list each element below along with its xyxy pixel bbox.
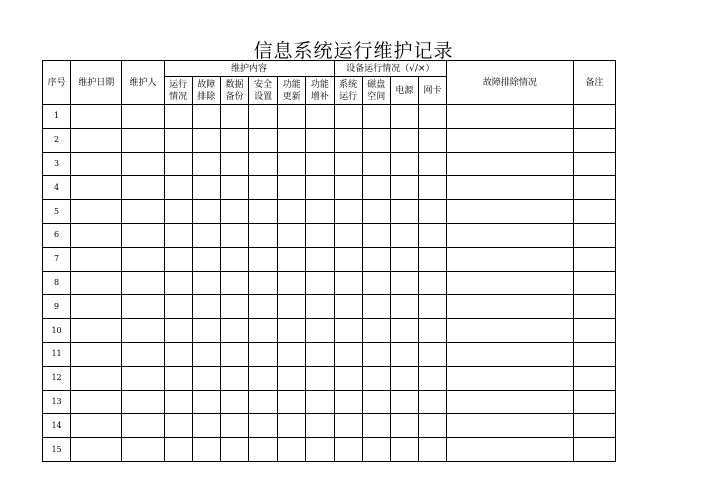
entry-cell[interactable] [164, 271, 192, 295]
entry-cell[interactable] [447, 366, 574, 390]
entry-cell[interactable] [390, 105, 418, 129]
entry-cell[interactable] [573, 128, 615, 152]
entry-cell[interactable] [278, 223, 306, 247]
table-row [43, 342, 616, 366]
entry-cell[interactable] [390, 366, 418, 390]
entry-cell[interactable] [390, 414, 418, 438]
entry-cell[interactable] [164, 414, 192, 438]
entry-cell[interactable] [334, 438, 362, 462]
entry-cell[interactable] [71, 414, 122, 438]
entry-cell[interactable] [418, 414, 446, 438]
entry-cell[interactable] [447, 176, 574, 200]
entry-cell[interactable] [71, 366, 122, 390]
row-number: 2 [43, 128, 71, 152]
row-number: 13 [43, 390, 71, 414]
entry-cell[interactable] [418, 247, 446, 271]
entry-cell[interactable] [164, 176, 192, 200]
entry-cell[interactable] [573, 223, 615, 247]
entry-cell[interactable] [220, 176, 248, 200]
entry-cell[interactable] [192, 366, 220, 390]
row-number: 15 [43, 438, 71, 462]
entry-cell[interactable] [71, 390, 122, 414]
entry-cell[interactable] [249, 319, 278, 343]
entry-cell[interactable] [306, 295, 334, 319]
entry-cell[interactable] [164, 366, 192, 390]
entry-cell[interactable] [362, 152, 390, 176]
entry-cell[interactable] [278, 176, 306, 200]
entry-cell[interactable] [447, 200, 574, 224]
entry-cell[interactable] [362, 200, 390, 224]
table-row [43, 390, 616, 414]
entry-cell[interactable] [278, 247, 306, 271]
entry-cell[interactable] [278, 390, 306, 414]
entry-cell[interactable] [71, 342, 122, 366]
entry-cell[interactable] [192, 271, 220, 295]
entry-cell[interactable] [164, 223, 192, 247]
entry-cell[interactable] [164, 152, 192, 176]
entry-cell[interactable] [220, 390, 248, 414]
entry-cell[interactable] [164, 128, 192, 152]
entry-cell[interactable] [249, 152, 278, 176]
table-row [43, 295, 616, 319]
entry-cell[interactable] [362, 342, 390, 366]
entry-cell[interactable] [447, 247, 574, 271]
entry-cell[interactable] [192, 152, 220, 176]
entry-cell[interactable] [334, 223, 362, 247]
row-number: 10 [43, 319, 71, 343]
header-remark: 备注 [573, 61, 615, 105]
entry-cell[interactable] [306, 271, 334, 295]
entry-cell[interactable] [249, 176, 278, 200]
entry-cell[interactable] [573, 414, 615, 438]
entry-cell[interactable] [71, 152, 122, 176]
entry-cell[interactable] [71, 176, 122, 200]
entry-cell[interactable] [362, 414, 390, 438]
table-row [43, 152, 616, 176]
entry-cell[interactable] [447, 105, 574, 129]
entry-cell[interactable] [306, 366, 334, 390]
table-row [43, 438, 616, 462]
log-body [43, 105, 616, 462]
entry-cell[interactable] [278, 366, 306, 390]
entry-cell[interactable] [164, 390, 192, 414]
entry-cell[interactable] [418, 128, 446, 152]
entry-cell[interactable] [334, 295, 362, 319]
entry-cell[interactable] [447, 414, 574, 438]
header-system-run: 系统 运行 [334, 77, 362, 105]
entry-cell[interactable] [164, 438, 192, 462]
entry-cell[interactable] [220, 105, 248, 129]
entry-cell[interactable] [122, 366, 164, 390]
entry-cell[interactable] [278, 200, 306, 224]
entry-cell[interactable] [192, 295, 220, 319]
entry-cell[interactable] [164, 342, 192, 366]
entry-cell[interactable] [306, 105, 334, 129]
entry-cell[interactable] [306, 390, 334, 414]
entry-cell[interactable] [122, 342, 164, 366]
entry-cell[interactable] [573, 271, 615, 295]
row-number: 6 [43, 223, 71, 247]
entry-cell[interactable] [306, 176, 334, 200]
entry-cell[interactable] [192, 105, 220, 129]
entry-cell[interactable] [122, 152, 164, 176]
entry-cell[interactable] [220, 128, 248, 152]
entry-cell[interactable] [447, 390, 574, 414]
entry-cell[interactable] [164, 247, 192, 271]
entry-cell[interactable] [306, 223, 334, 247]
entry-cell[interactable] [390, 271, 418, 295]
entry-cell[interactable] [220, 414, 248, 438]
entry-cell[interactable] [71, 247, 122, 271]
entry-cell[interactable] [192, 176, 220, 200]
entry-cell[interactable] [418, 105, 446, 129]
entry-cell[interactable] [249, 105, 278, 129]
entry-cell[interactable] [362, 295, 390, 319]
entry-cell[interactable] [418, 319, 446, 343]
entry-cell[interactable] [71, 105, 122, 129]
entry-cell[interactable] [220, 152, 248, 176]
entry-cell[interactable] [306, 438, 334, 462]
entry-cell[interactable] [122, 319, 164, 343]
entry-cell[interactable] [192, 342, 220, 366]
entry-cell[interactable] [362, 271, 390, 295]
entry-cell[interactable] [249, 414, 278, 438]
entry-cell[interactable] [278, 128, 306, 152]
entry-cell[interactable] [306, 247, 334, 271]
header-run-status: 运行 情况 [164, 77, 192, 105]
entry-cell[interactable] [418, 366, 446, 390]
entry-cell[interactable] [447, 295, 574, 319]
header-power: 电源 [390, 77, 418, 105]
entry-cell[interactable] [306, 200, 334, 224]
header-fault-removal: 故障 排除 [192, 77, 220, 105]
entry-cell[interactable] [122, 271, 164, 295]
header-fault-handling: 故障排除情况 [447, 61, 574, 105]
row-number: 12 [43, 366, 71, 390]
header-security-settings: 安全 设置 [249, 77, 278, 105]
entry-cell[interactable] [164, 200, 192, 224]
entry-cell[interactable] [418, 438, 446, 462]
entry-cell[interactable] [447, 319, 574, 343]
entry-cell[interactable] [71, 438, 122, 462]
entry-cell[interactable] [71, 223, 122, 247]
table-row [43, 414, 616, 438]
entry-cell[interactable] [390, 342, 418, 366]
entry-cell[interactable] [418, 200, 446, 224]
entry-cell[interactable] [249, 366, 278, 390]
entry-cell[interactable] [362, 247, 390, 271]
entry-cell[interactable] [122, 200, 164, 224]
entry-cell[interactable] [362, 319, 390, 343]
entry-cell[interactable] [418, 152, 446, 176]
entry-cell[interactable] [278, 295, 306, 319]
entry-cell[interactable] [122, 223, 164, 247]
header-feature-addition: 功能 增补 [306, 77, 334, 105]
entry-cell[interactable] [334, 319, 362, 343]
entry-cell[interactable] [573, 295, 615, 319]
entry-cell[interactable] [447, 223, 574, 247]
entry-cell[interactable] [334, 128, 362, 152]
entry-cell[interactable] [573, 438, 615, 462]
entry-cell[interactable] [390, 223, 418, 247]
entry-cell[interactable] [192, 128, 220, 152]
entry-cell[interactable] [362, 128, 390, 152]
entry-cell[interactable] [192, 223, 220, 247]
entry-cell[interactable] [249, 200, 278, 224]
entry-cell[interactable] [306, 342, 334, 366]
entry-cell[interactable] [249, 295, 278, 319]
entry-cell[interactable] [390, 200, 418, 224]
entry-cell[interactable] [334, 152, 362, 176]
entry-cell[interactable] [334, 176, 362, 200]
entry-cell[interactable] [306, 414, 334, 438]
header-disk-space: 磁盘 空间 [362, 77, 390, 105]
header-maintenance-date: 维护日期 [71, 61, 122, 105]
entry-cell[interactable] [362, 223, 390, 247]
entry-cell[interactable] [164, 319, 192, 343]
row-number: 4 [43, 176, 71, 200]
entry-cell[interactable] [220, 319, 248, 343]
entry-cell[interactable] [164, 295, 192, 319]
entry-cell[interactable] [249, 390, 278, 414]
entry-cell[interactable] [418, 223, 446, 247]
entry-cell[interactable] [249, 247, 278, 271]
page-title: 信息系统运行维护记录 [253, 40, 454, 62]
entry-cell[interactable] [192, 414, 220, 438]
entry-cell[interactable] [220, 271, 248, 295]
entry-cell[interactable] [390, 319, 418, 343]
entry-cell[interactable] [334, 414, 362, 438]
row-number: 1 [43, 105, 71, 129]
entry-cell[interactable] [334, 271, 362, 295]
table-row [43, 271, 616, 295]
entry-cell[interactable] [334, 390, 362, 414]
entry-cell[interactable] [362, 105, 390, 129]
table-row [43, 366, 616, 390]
entry-cell[interactable] [573, 319, 615, 343]
entry-cell[interactable] [390, 176, 418, 200]
entry-cell[interactable] [249, 342, 278, 366]
entry-cell[interactable] [122, 414, 164, 438]
table-row [43, 247, 616, 271]
entry-cell[interactable] [220, 438, 248, 462]
entry-cell[interactable] [220, 295, 248, 319]
row-number: 9 [43, 295, 71, 319]
entry-cell[interactable] [164, 105, 192, 129]
entry-cell[interactable] [362, 390, 390, 414]
table-row [43, 200, 616, 224]
entry-cell[interactable] [390, 390, 418, 414]
entry-cell[interactable] [122, 176, 164, 200]
table-row [43, 223, 616, 247]
entry-cell[interactable] [362, 366, 390, 390]
entry-cell[interactable] [362, 438, 390, 462]
entry-cell[interactable] [334, 105, 362, 129]
entry-cell[interactable] [71, 319, 122, 343]
entry-cell[interactable] [122, 128, 164, 152]
entry-cell[interactable] [278, 271, 306, 295]
row-number: 14 [43, 414, 71, 438]
entry-cell[interactable] [192, 438, 220, 462]
row-number: 3 [43, 152, 71, 176]
entry-cell[interactable] [573, 176, 615, 200]
entry-cell[interactable] [249, 223, 278, 247]
table-row [43, 105, 616, 129]
row-number: 11 [43, 342, 71, 366]
entry-cell[interactable] [220, 200, 248, 224]
entry-cell[interactable] [573, 390, 615, 414]
entry-cell[interactable] [334, 366, 362, 390]
entry-cell[interactable] [418, 295, 446, 319]
table-row [43, 176, 616, 200]
entry-cell[interactable] [418, 342, 446, 366]
entry-cell[interactable] [278, 105, 306, 129]
entry-cell[interactable] [334, 200, 362, 224]
entry-cell[interactable] [334, 247, 362, 271]
entry-cell[interactable] [334, 342, 362, 366]
entry-cell[interactable] [306, 319, 334, 343]
entry-cell[interactable] [573, 247, 615, 271]
entry-cell[interactable] [306, 152, 334, 176]
entry-cell[interactable] [192, 247, 220, 271]
entry-cell[interactable] [220, 247, 248, 271]
maintenance-log-table [42, 60, 616, 462]
entry-cell[interactable] [573, 342, 615, 366]
entry-cell[interactable] [249, 271, 278, 295]
entry-cell[interactable] [390, 295, 418, 319]
entry-cell[interactable] [447, 271, 574, 295]
entry-cell[interactable] [122, 390, 164, 414]
table-row [43, 128, 616, 152]
entry-cell[interactable] [306, 128, 334, 152]
entry-cell[interactable] [390, 152, 418, 176]
entry-cell[interactable] [122, 295, 164, 319]
entry-cell[interactable] [390, 128, 418, 152]
entry-cell[interactable] [220, 342, 248, 366]
entry-cell[interactable] [418, 390, 446, 414]
entry-cell[interactable] [390, 247, 418, 271]
entry-cell[interactable] [447, 342, 574, 366]
entry-cell[interactable] [71, 200, 122, 224]
entry-cell[interactable] [220, 366, 248, 390]
header-feature-update: 功能 更新 [278, 77, 306, 105]
header-network-card: 网卡 [418, 77, 446, 105]
entry-cell[interactable] [122, 105, 164, 129]
entry-cell[interactable] [573, 200, 615, 224]
header-maintenance-content: 维护内容 [164, 61, 334, 77]
entry-cell[interactable] [362, 176, 390, 200]
entry-cell[interactable] [573, 105, 615, 129]
entry-cell[interactable] [249, 438, 278, 462]
entry-cell[interactable] [447, 152, 574, 176]
entry-cell[interactable] [122, 247, 164, 271]
entry-cell[interactable] [390, 438, 418, 462]
header-device-status: 设备运行情况（√/×） [334, 61, 447, 77]
entry-cell[interactable] [249, 128, 278, 152]
table-row [43, 319, 616, 343]
entry-cell[interactable] [278, 319, 306, 343]
entry-cell[interactable] [418, 271, 446, 295]
header-maintainer: 维护人 [122, 61, 164, 105]
entry-cell[interactable] [71, 271, 122, 295]
entry-cell[interactable] [447, 438, 574, 462]
entry-cell[interactable] [122, 438, 164, 462]
entry-cell[interactable] [573, 366, 615, 390]
entry-cell[interactable] [278, 152, 306, 176]
entry-cell[interactable] [447, 128, 574, 152]
entry-cell[interactable] [71, 295, 122, 319]
entry-cell[interactable] [192, 319, 220, 343]
entry-cell[interactable] [573, 152, 615, 176]
header-data-backup: 数据 备份 [220, 77, 248, 105]
row-number: 7 [43, 247, 71, 271]
row-number: 8 [43, 271, 71, 295]
row-number: 5 [43, 200, 71, 224]
entry-cell[interactable] [418, 176, 446, 200]
entry-cell[interactable] [278, 414, 306, 438]
entry-cell[interactable] [192, 200, 220, 224]
entry-cell[interactable] [71, 128, 122, 152]
entry-cell[interactable] [278, 438, 306, 462]
entry-cell[interactable] [192, 390, 220, 414]
entry-cell[interactable] [220, 223, 248, 247]
header-seq: 序号 [43, 61, 71, 105]
entry-cell[interactable] [278, 342, 306, 366]
